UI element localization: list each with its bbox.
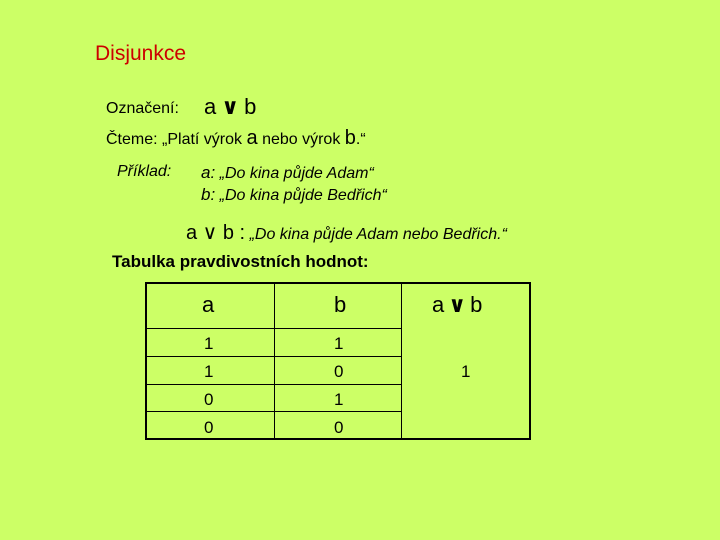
- table-column-divider: [274, 284, 275, 438]
- notation-label: Označení:: [106, 100, 179, 117]
- slide-title: Disjunkce: [95, 42, 187, 65]
- header-expr-a: a: [432, 292, 445, 317]
- table-cell-a: 1: [204, 362, 214, 381]
- example-statement-b: [201, 185, 387, 205]
- table-cell-b: 1: [334, 390, 344, 409]
- example-b-text: „Do kina půjde Bedřich“: [219, 187, 387, 204]
- table-cell-a: 0: [204, 390, 214, 409]
- example-label: Příklad:: [117, 163, 172, 180]
- table-cell-a: 0: [204, 418, 214, 437]
- reading-b: b: [344, 127, 356, 149]
- example-a-var: a:: [201, 163, 216, 182]
- table-row-divider: [147, 384, 401, 385]
- table-cell-a: 1: [204, 334, 214, 353]
- example-statement-a: [201, 163, 374, 183]
- reading-line: [106, 127, 366, 150]
- table-header-disjunction: [432, 292, 482, 318]
- truth-table: [145, 282, 531, 440]
- notation-a: a: [204, 94, 218, 119]
- example-combined-expr: a ∨ b :: [186, 222, 246, 244]
- table-cell-result: 1: [461, 362, 471, 381]
- table-cell-b: 0: [334, 362, 344, 381]
- table-header-a: a: [202, 292, 215, 317]
- reading-a: a: [246, 127, 258, 149]
- notation-b: b: [244, 94, 258, 119]
- example-combined: [186, 220, 507, 245]
- example-a-text: „Do kina půjde Adam“: [219, 165, 374, 182]
- reading-middle: nebo výrok: [262, 131, 341, 148]
- table-header-b: b: [334, 292, 347, 317]
- table-column-divider: [401, 284, 402, 438]
- table-row-divider: [147, 356, 401, 357]
- table-cell-b: 1: [334, 334, 344, 353]
- truth-table-title: Tabulka pravdivostních hodnot:: [112, 252, 369, 271]
- example-combined-text: „Do kina půjde Adam nebo Bedřich.“: [249, 226, 507, 243]
- example-b-var: b:: [201, 185, 216, 204]
- header-expr-b: b: [470, 292, 483, 317]
- notation-expression: [204, 94, 257, 120]
- table-row-divider: [147, 411, 401, 412]
- table-row-divider: [147, 328, 401, 329]
- table-cell-b: 0: [334, 418, 344, 437]
- reading-prefix: Čteme: „Platí výrok: [106, 131, 243, 148]
- disjunction-operator: ∨: [221, 94, 241, 119]
- reading-suffix: .“: [355, 131, 366, 148]
- header-disjunction-operator: ∨: [448, 292, 467, 317]
